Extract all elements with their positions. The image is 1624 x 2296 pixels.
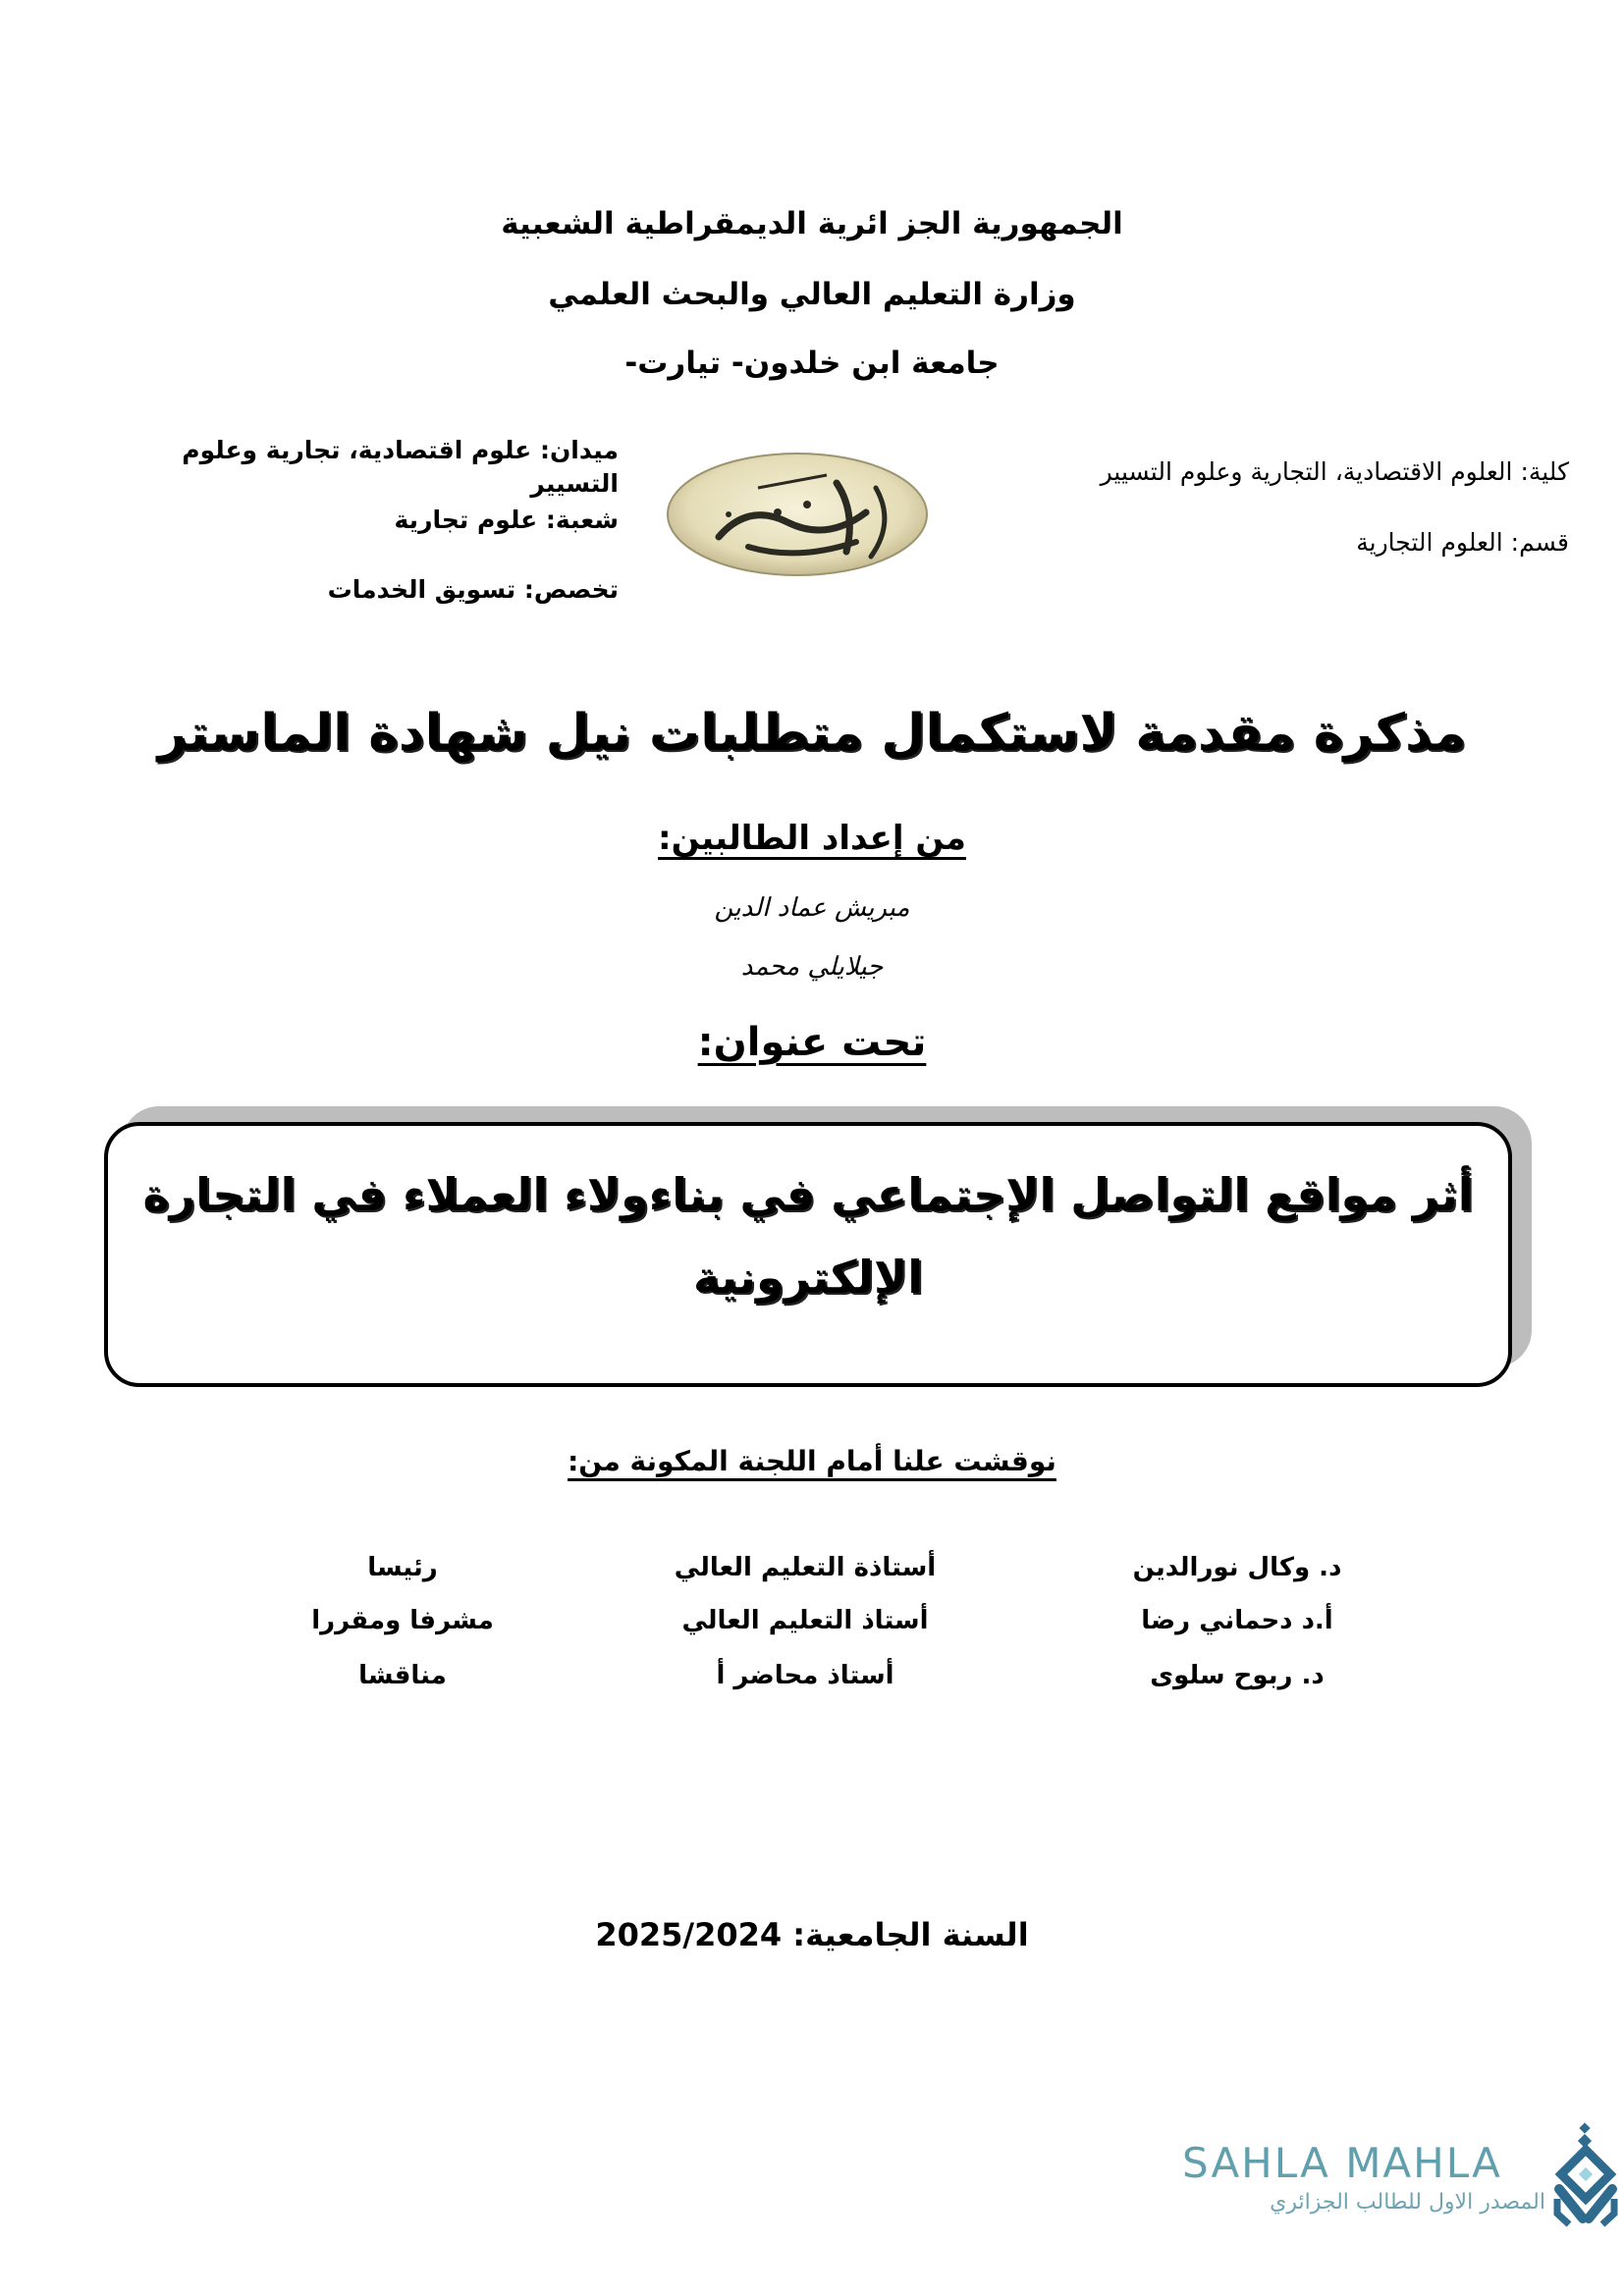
student-name-1: مبريش عماد الدين <box>714 893 910 923</box>
member-role: مناقشا <box>358 1661 447 1690</box>
prepared-by-label: من إعداد الطالبين: <box>658 819 966 858</box>
member-name: د. ربوح سلوى <box>1150 1661 1325 1690</box>
member-name: د. وكال نورالدين <box>1132 1553 1342 1582</box>
member-rank: أستاذ محاضر أ <box>716 1661 894 1690</box>
student-name-2: جيلايلي محمد <box>740 952 884 982</box>
academic-year: السنة الجامعية: 2025/2024 <box>595 1916 1029 1953</box>
title-label-heading <box>0 1017 1624 1068</box>
university-seal-icon <box>660 444 935 581</box>
member-role: مشرفا ومقررا <box>311 1606 494 1635</box>
faculty-label: كلية: العلوم الاقتصادية، التجارية وعلوم التسيير <box>1100 457 1569 486</box>
watermark-latin-text: SAHLA MAHLA <box>1182 2139 1502 2187</box>
member-rank: أستاذة التعليم العالي <box>674 1553 937 1582</box>
committee-member-row <box>0 1604 1624 1637</box>
department-label: قسم: العلوم التجارية <box>1356 528 1569 557</box>
ministry-heading: وزارة التعليم العالي والبحث العلمي <box>548 277 1076 312</box>
thesis-title-line-1: أثر مواقع التواصل الإجتماعي في بناءولاء العملاء في التجارة <box>142 1168 1474 1221</box>
member-name: أ.د دحماني رضا <box>1141 1606 1333 1635</box>
committee-member-row <box>0 1659 1624 1692</box>
thesis-title-line-2: الإلكترونية <box>693 1251 923 1304</box>
watermark-arabic-text: المصدر الاول للطالب الجزائري <box>1270 2190 1545 2215</box>
thesis-title-box <box>104 1122 1512 1387</box>
committee-heading-label: نوقشت علنا أمام اللجنة المكونة من: <box>568 1445 1056 1477</box>
member-role: رئيسا <box>367 1553 438 1582</box>
sahla-mahla-logo-icon <box>1553 2120 1618 2230</box>
thesis-purpose-title: مذكرة مقدمة لاستكمال متطلبات نيل شهادة الماستر <box>157 704 1467 763</box>
sahla-mahla-watermark <box>1168 2120 1624 2228</box>
specialty-label: تخصص: تسويق الخدمات <box>327 575 619 604</box>
prepared-by-heading <box>0 817 1624 860</box>
member-rank: أستاذ التعليم العالي <box>681 1606 929 1635</box>
title-label: تحت عنوان: <box>697 1020 927 1065</box>
branch-label: شعبة: علوم تجارية <box>394 506 619 534</box>
committee-heading <box>0 1443 1624 1480</box>
field-label: ميدان: علوم اقتصادية، تجارية وعلوم التسيير <box>182 436 619 498</box>
republic-heading: الجمهورية الجز ائرية الديمقراطية الشعبية <box>501 206 1123 241</box>
university-heading: جامعة ابن خلدون- تيارت- <box>624 346 1000 381</box>
committee-member-row <box>0 1551 1624 1584</box>
